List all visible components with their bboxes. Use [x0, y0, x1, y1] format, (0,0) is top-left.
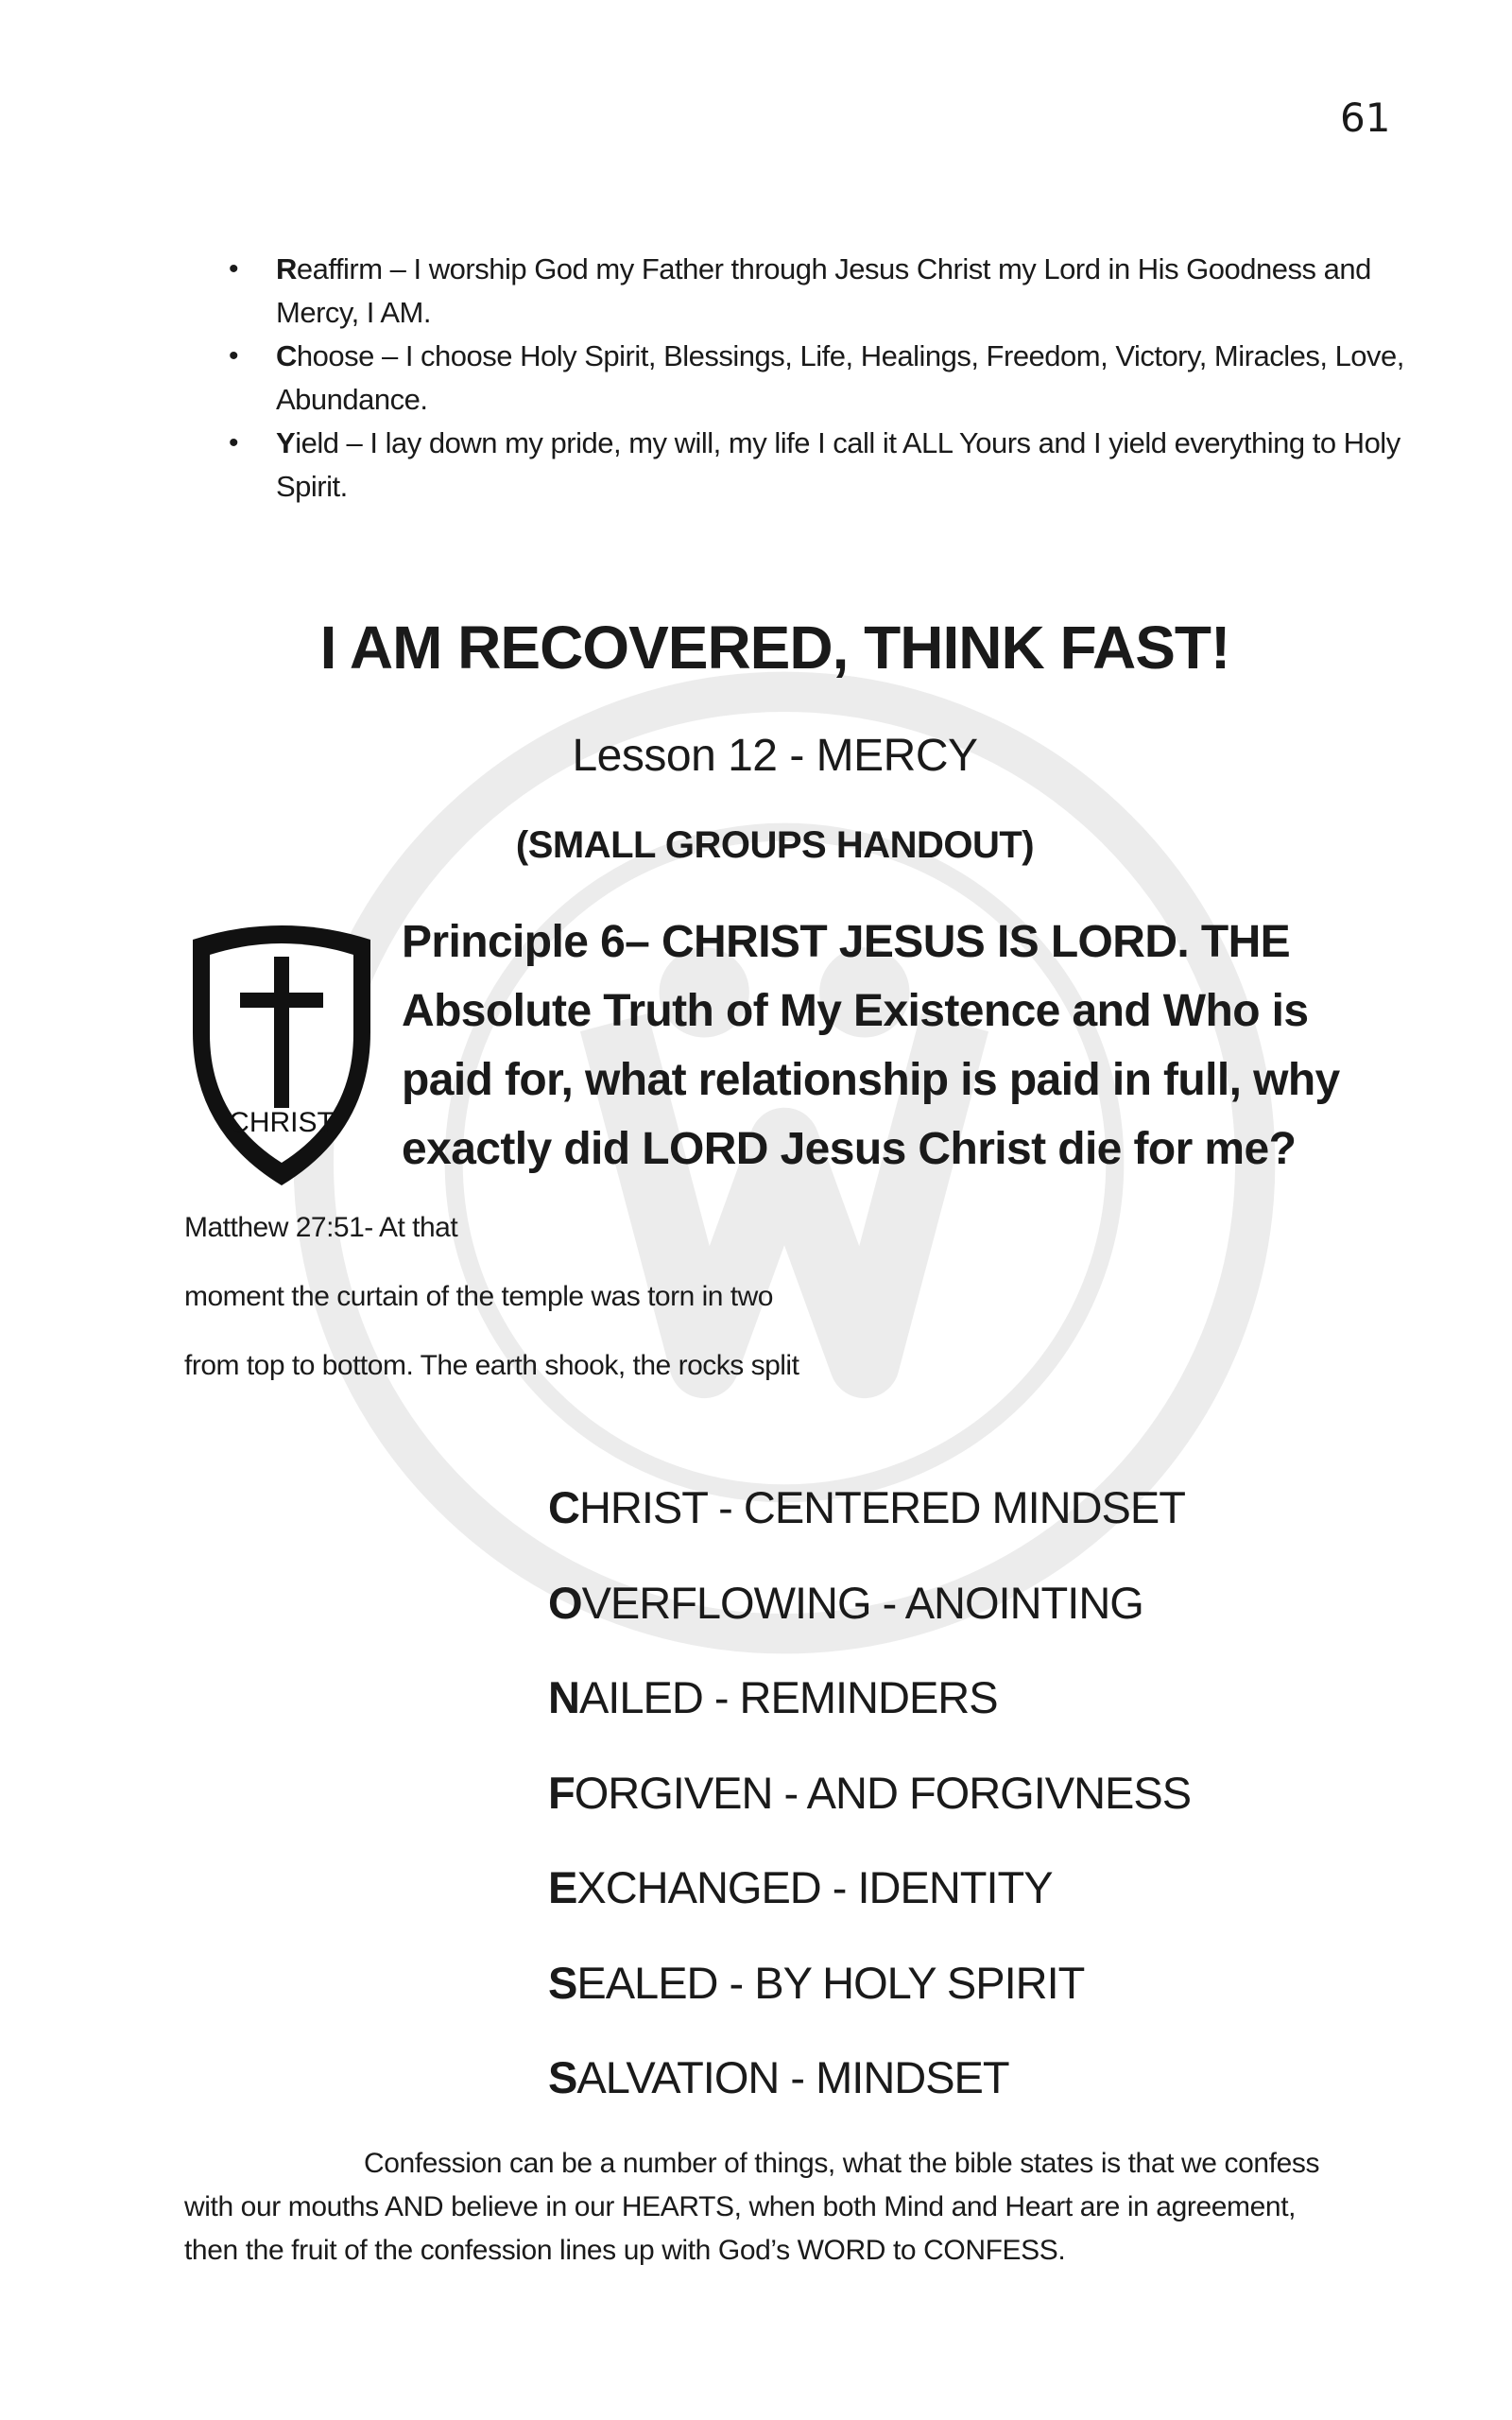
list-item: SALVATION - MINDSET	[548, 2052, 1009, 2102]
list-item: EXCHANGED - IDENTITY	[548, 1862, 1053, 1912]
verse-line: moment the curtain of the temple was torn in two	[184, 1281, 773, 1312]
list-item: • Yield – I lay down my pride, my will, my life I call it ALL Yours and I yield everything to Holy Spirit.	[276, 422, 1457, 509]
list-item: FORGIVEN - AND FORGIVNESS	[548, 1767, 1192, 1818]
shield-label: CHRIST	[229, 1107, 335, 1138]
page-number: 61	[1340, 95, 1391, 141]
page-title: I AM RECOVERED, THINK FAST!	[319, 614, 1230, 682]
principle-heading: Principle 6– CHRIST JESUS IS LORD. THE Absolute Truth of My Existence and Who is paid for, what relationship is paid in full, why exactly did LORD Jesus Christ die for me?	[402, 917, 1340, 1174]
cross-shield-icon	[181, 919, 382, 1193]
verse-line: from top to bottom. The earth shook, the rocks split	[184, 1350, 799, 1381]
confess-acronym-list	[548, 1475, 1191, 2140]
list-item: • Reaffirm – I worship God my Father through Jesus Christ my Lord in His Goodness and Mercy, I AM.	[276, 248, 1457, 335]
verse-line: Matthew 27:51- At that	[184, 1212, 458, 1243]
lesson-subtitle: Lesson 12 - MERCY	[572, 731, 978, 781]
list-item: OVERFLOWING - ANOINTING	[548, 1577, 1143, 1628]
handout-label: (SMALL GROUPS HANDOUT)	[515, 824, 1035, 866]
list-item: CHRIST - CENTERED MINDSET	[548, 1482, 1185, 1532]
confession-paragraph: Confession can be a number of things, what the bible states is that we confess with our mouths AND believe in our HEARTS, when both Mind and Heart are in agreement, then the fruit of the confession lines up with God’s WORD to CONFESS.	[184, 2148, 1320, 2266]
declaration-list	[229, 248, 1457, 509]
list-item: NAILED - REMINDERS	[548, 1672, 998, 1722]
list-item: • Choose – I choose Holy Spirit, Blessings, Life, Healings, Freedom, Victory, Miracles, Love, Abundance.	[276, 335, 1457, 422]
list-item: SEALED - BY HOLY SPIRIT	[548, 1957, 1085, 2008]
